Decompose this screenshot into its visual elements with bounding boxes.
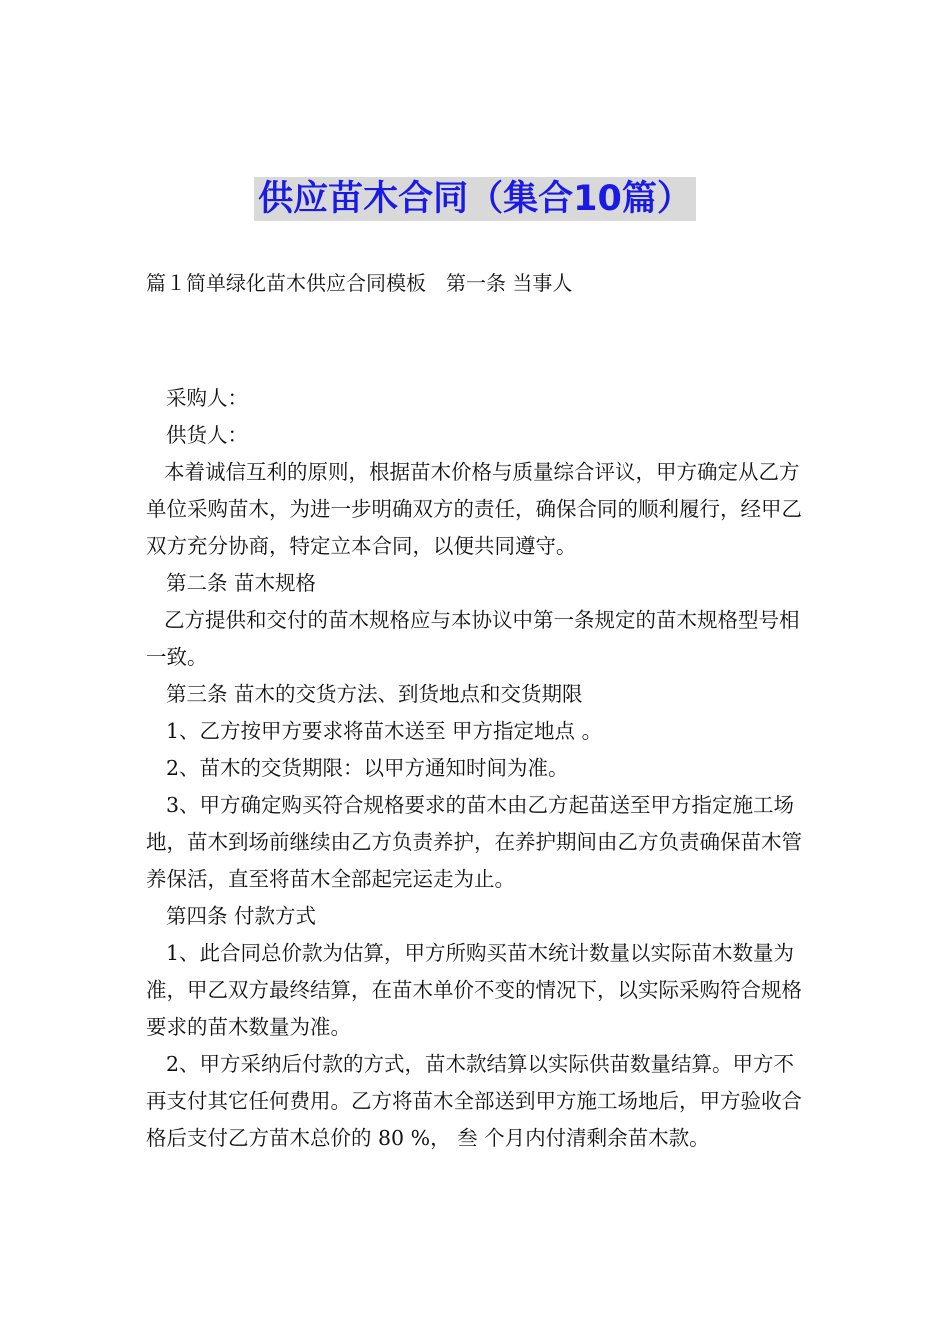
- document-title: 供应苗木合同（集合10篇）: [254, 177, 696, 221]
- heading-article-4: 第四条 付款方式: [166, 904, 317, 928]
- paragraph-article-3-item-2: 2、苗木的交货期限：以甲方通知时间为准。: [166, 756, 569, 780]
- section-heading: 篇１简单绿化苗木供应合同模板 第一条 当事人: [146, 271, 573, 295]
- title-container: [0, 177, 950, 221]
- paragraph-article-3-item-3: 3、甲方确定购买符合规格要求的苗木由乙方起苗送至甲方指定施工场地，苗木到场前继续由乙方负责养护，在养护期间由乙方负责确保苗木管养保活，直至将苗木全部起完运走为止。: [146, 793, 802, 891]
- paragraph-preamble: 本着诚信互利的原则，根据苗木价格与质量综合评议，甲方确定从乙方单位采购苗木，为进一步明确双方的责任，确保合同的顺利履行，经甲乙双方充分协商，特定立本合同，以便共同遵守。: [146, 460, 802, 558]
- paragraph-supplier: 供货人：: [166, 423, 248, 447]
- paragraph-article-3-item-1: 1、乙方按甲方要求将苗木送至 甲方指定地点 。: [166, 719, 603, 743]
- paragraph-article-2: 乙方提供和交付的苗木规格应与本协议中第一条规定的苗木规格型号相一致。: [146, 608, 800, 669]
- heading-article-2: 第二条 苗木规格: [166, 571, 317, 595]
- heading-article-3: 第三条 苗木的交货方法、到货地点和交货期限: [166, 682, 583, 706]
- paragraph-article-4-item-2: 2、甲方采纳后付款的方式，苗木款结算以实际供苗数量结算。甲方不再支付其它任何费用。乙方将苗木全部送到甲方施工场地后，甲方验收合格后支付乙方苗木总价的 80 %， 叁 个月内付清剩余苗木款。: [146, 1052, 802, 1150]
- document-body: [146, 380, 810, 1157]
- paragraph-purchaser: 采购人：: [166, 386, 248, 410]
- paragraph-article-4-item-1: 1、此合同总价款为估算，甲方所购买苗木统计数量以实际苗木数量为准，甲乙双方最终结算，在苗木单价不变的情况下，以实际采购符合规格要求的苗木数量为准。: [146, 941, 802, 1039]
